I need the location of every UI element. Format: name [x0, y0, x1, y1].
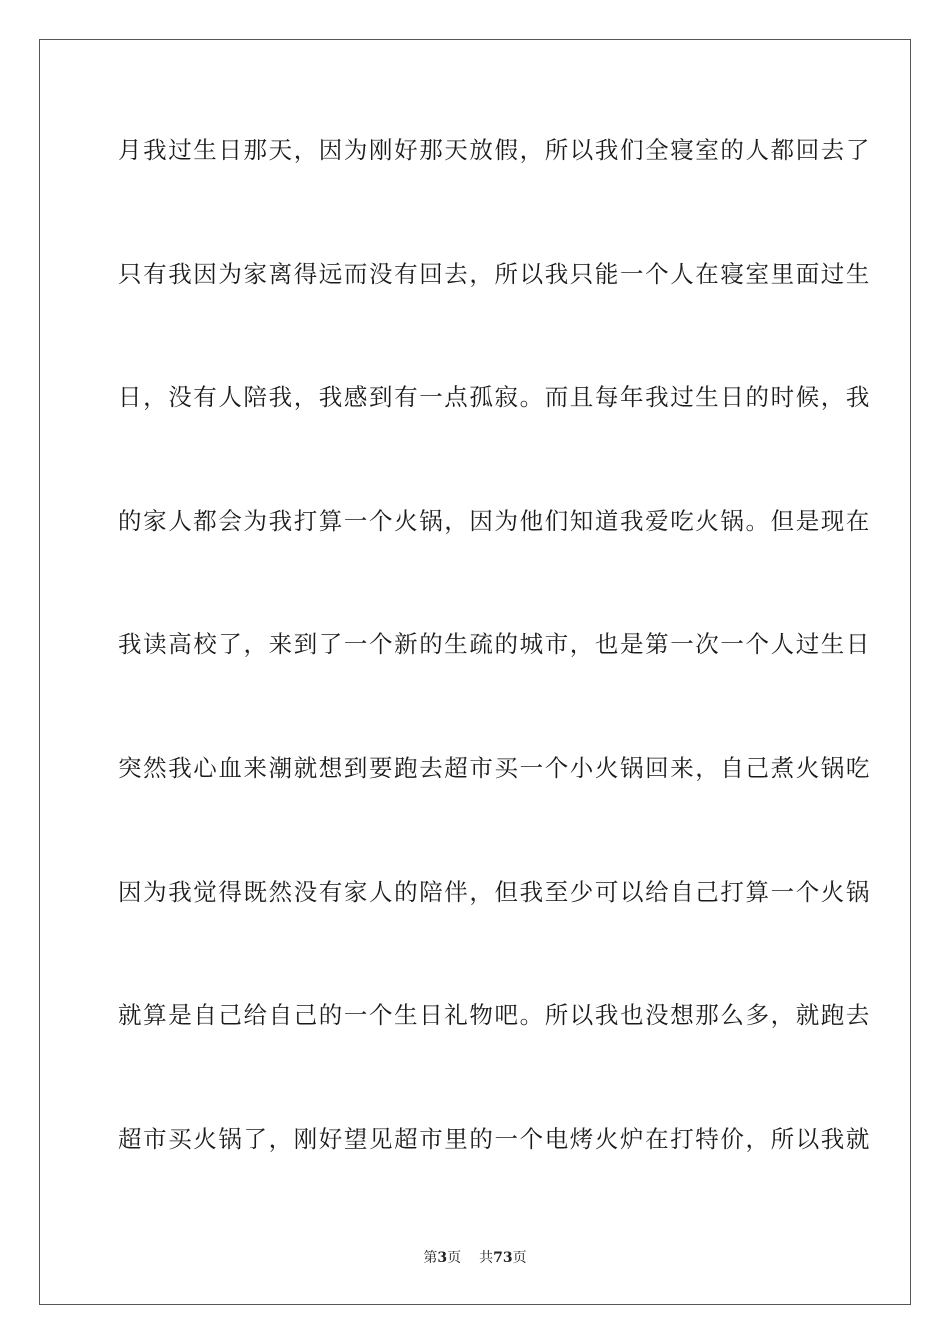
text-line-2: 只有我因为家离得远而没有回去，所以我只能一个人在寝室里面过生 — [118, 259, 871, 288]
page-footer — [0, 1247, 950, 1267]
text-line-9: 超市买火锅了，刚好望见超市里的一个电烤火炉在打特价，所以我就 — [118, 1124, 871, 1153]
text-line-1: 月我过生日那天，因为刚好那天放假，所以我们全寝室的人都回去了 — [118, 136, 871, 164]
page-number: 3 — [437, 1250, 448, 1266]
total-suffix: 页 — [512, 1250, 527, 1266]
text-line-8: 就算是自己给自己的一个生日礼物吧。所以我也没想那么多，就跑去 — [118, 1001, 871, 1030]
text-line-4: 的家人都会为我打算一个火锅，因为他们知道我爱吃火锅。但是现在 — [118, 506, 871, 535]
text-line-6: 突然我心血来潮就想到要跑去超市买一个小火锅回来，自己煮火锅吃 — [118, 753, 871, 782]
page-prefix: 第 — [423, 1250, 438, 1266]
text-line-5: 我读高校了，来到了一个新的生疏的城市，也是第一次一个人过生日 — [118, 630, 871, 659]
total-pages: 73 — [493, 1250, 513, 1266]
text-line-7: 因为我觉得既然没有家人的陪伴，但我至少可以给自己打算一个火锅 — [118, 877, 871, 906]
page-suffix: 页 — [447, 1250, 462, 1266]
document-body — [118, 128, 871, 1240]
total-prefix: 共 — [479, 1250, 494, 1266]
text-line-3: 日，没有人陪我，我感到有一点孤寂。而且每年我过生日的时候，我 — [118, 383, 871, 412]
